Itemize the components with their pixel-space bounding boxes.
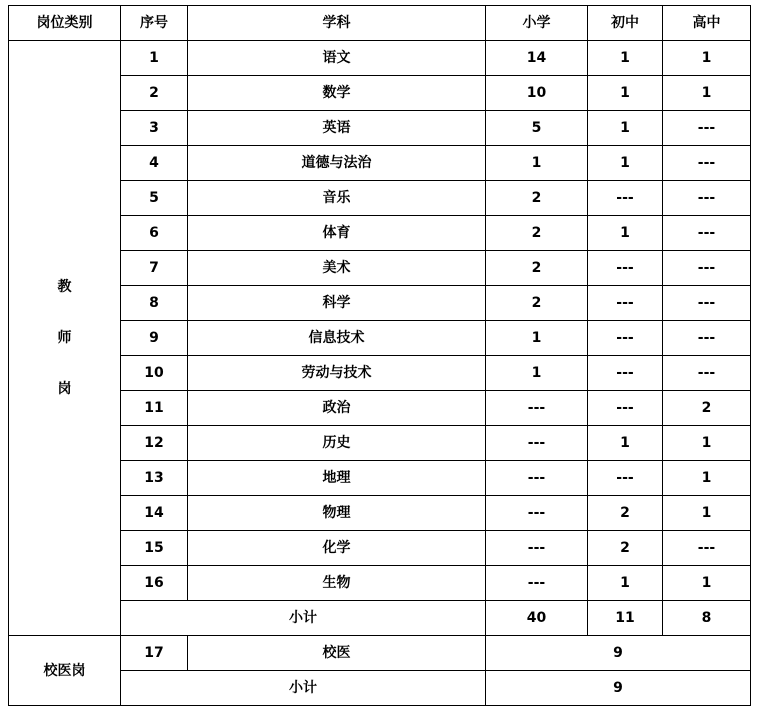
table-row bbox=[9, 111, 751, 146]
row-primary: --- bbox=[486, 426, 588, 461]
doctor-total: 9 bbox=[486, 636, 751, 671]
row-subject: 体育 bbox=[188, 216, 486, 251]
row-subject: 数学 bbox=[188, 76, 486, 111]
row-senior: --- bbox=[663, 181, 751, 216]
row-subject: 物理 bbox=[188, 496, 486, 531]
teacher-subtotal-junior: 11 bbox=[588, 601, 663, 636]
teacher-subtotal-label: 小计 bbox=[121, 601, 486, 636]
row-primary: 2 bbox=[486, 251, 588, 286]
table-row bbox=[9, 356, 751, 391]
row-junior: 1 bbox=[588, 111, 663, 146]
row-junior: --- bbox=[588, 251, 663, 286]
row-primary: --- bbox=[486, 391, 588, 426]
row-senior: --- bbox=[663, 356, 751, 391]
table-body bbox=[9, 41, 751, 706]
row-primary: --- bbox=[486, 566, 588, 601]
row-subject: 生物 bbox=[188, 566, 486, 601]
header-row bbox=[9, 6, 751, 41]
table-row bbox=[9, 286, 751, 321]
table-row bbox=[9, 251, 751, 286]
header-number: 序号 bbox=[121, 6, 188, 41]
row-primary: 14 bbox=[486, 41, 588, 76]
row-number: 6 bbox=[121, 216, 188, 251]
row-subject: 美术 bbox=[188, 251, 486, 286]
row-senior: 1 bbox=[663, 496, 751, 531]
row-junior: 1 bbox=[588, 216, 663, 251]
category-teacher bbox=[9, 41, 121, 636]
table-row bbox=[9, 216, 751, 251]
row-senior: 2 bbox=[663, 391, 751, 426]
doctor-subtotal-value: 9 bbox=[486, 671, 751, 706]
row-junior: --- bbox=[588, 321, 663, 356]
row-primary: 2 bbox=[486, 216, 588, 251]
table-row bbox=[9, 566, 751, 601]
category-teacher-char: 教 bbox=[57, 279, 72, 295]
row-primary: --- bbox=[486, 531, 588, 566]
row-junior: 2 bbox=[588, 496, 663, 531]
row-subject: 信息技术 bbox=[188, 321, 486, 356]
row-senior: 1 bbox=[663, 566, 751, 601]
row-junior: 1 bbox=[588, 426, 663, 461]
row-junior: --- bbox=[588, 391, 663, 426]
row-senior: --- bbox=[663, 531, 751, 566]
teacher-subtotal-row bbox=[9, 601, 751, 636]
row-number: 10 bbox=[121, 356, 188, 391]
row-senior: 1 bbox=[663, 461, 751, 496]
header-junior: 初中 bbox=[588, 6, 663, 41]
row-senior: 1 bbox=[663, 41, 751, 76]
row-senior: --- bbox=[663, 251, 751, 286]
row-primary: 2 bbox=[486, 286, 588, 321]
category-teacher-char: 岗 bbox=[57, 381, 72, 397]
row-primary: 5 bbox=[486, 111, 588, 146]
row-primary: 2 bbox=[486, 181, 588, 216]
table-row bbox=[9, 41, 751, 76]
table-row bbox=[9, 76, 751, 111]
row-number: 3 bbox=[121, 111, 188, 146]
row-subject: 科学 bbox=[188, 286, 486, 321]
row-senior: --- bbox=[663, 111, 751, 146]
row-primary: 10 bbox=[486, 76, 588, 111]
row-subject: 历史 bbox=[188, 426, 486, 461]
row-number: 15 bbox=[121, 531, 188, 566]
header-subject: 学科 bbox=[188, 6, 486, 41]
row-primary: 1 bbox=[486, 321, 588, 356]
row-subject: 劳动与技术 bbox=[188, 356, 486, 391]
row-junior: --- bbox=[588, 181, 663, 216]
doctor-subtotal-label: 小计 bbox=[121, 671, 486, 706]
row-primary: 1 bbox=[486, 146, 588, 181]
row-number: 7 bbox=[121, 251, 188, 286]
row-number: 16 bbox=[121, 566, 188, 601]
category-teacher-char: 师 bbox=[57, 330, 72, 346]
row-senior: 1 bbox=[663, 426, 751, 461]
header-category: 岗位类别 bbox=[9, 6, 121, 41]
row-junior: --- bbox=[588, 461, 663, 496]
positions-table bbox=[8, 5, 751, 706]
table-row bbox=[9, 146, 751, 181]
table-row bbox=[9, 461, 751, 496]
row-subject: 道德与法治 bbox=[188, 146, 486, 181]
row-subject: 地理 bbox=[188, 461, 486, 496]
row-junior: 1 bbox=[588, 41, 663, 76]
row-subject: 语文 bbox=[188, 41, 486, 76]
row-primary: --- bbox=[486, 461, 588, 496]
row-number: 17 bbox=[121, 636, 188, 671]
table-row bbox=[9, 391, 751, 426]
row-number: 8 bbox=[121, 286, 188, 321]
row-number: 4 bbox=[121, 146, 188, 181]
row-subject: 政治 bbox=[188, 391, 486, 426]
row-junior: 1 bbox=[588, 566, 663, 601]
table-row bbox=[9, 496, 751, 531]
row-senior: --- bbox=[663, 146, 751, 181]
header-primary: 小学 bbox=[486, 6, 588, 41]
row-senior: 1 bbox=[663, 76, 751, 111]
row-number: 14 bbox=[121, 496, 188, 531]
row-subject: 英语 bbox=[188, 111, 486, 146]
row-senior: --- bbox=[663, 216, 751, 251]
row-junior: 2 bbox=[588, 531, 663, 566]
row-junior: 1 bbox=[588, 76, 663, 111]
header-senior: 高中 bbox=[663, 6, 751, 41]
table-row bbox=[9, 636, 751, 671]
table-row bbox=[9, 531, 751, 566]
row-number: 5 bbox=[121, 181, 188, 216]
row-number: 2 bbox=[121, 76, 188, 111]
table-row bbox=[9, 181, 751, 216]
doctor-subtotal-row bbox=[9, 671, 751, 706]
table-row bbox=[9, 426, 751, 461]
teacher-subtotal-senior: 8 bbox=[663, 601, 751, 636]
row-senior: --- bbox=[663, 321, 751, 356]
row-number: 1 bbox=[121, 41, 188, 76]
row-number: 13 bbox=[121, 461, 188, 496]
row-subject: 校医 bbox=[188, 636, 486, 671]
teacher-subtotal-primary: 40 bbox=[486, 601, 588, 636]
row-number: 12 bbox=[121, 426, 188, 461]
row-primary: --- bbox=[486, 496, 588, 531]
row-junior: --- bbox=[588, 286, 663, 321]
row-senior: --- bbox=[663, 286, 751, 321]
row-junior: 1 bbox=[588, 146, 663, 181]
row-subject: 音乐 bbox=[188, 181, 486, 216]
row-number: 9 bbox=[121, 321, 188, 356]
category-doctor: 校医岗 bbox=[9, 636, 121, 706]
row-subject: 化学 bbox=[188, 531, 486, 566]
row-junior: --- bbox=[588, 356, 663, 391]
row-number: 11 bbox=[121, 391, 188, 426]
row-primary: 1 bbox=[486, 356, 588, 391]
table-row bbox=[9, 321, 751, 356]
